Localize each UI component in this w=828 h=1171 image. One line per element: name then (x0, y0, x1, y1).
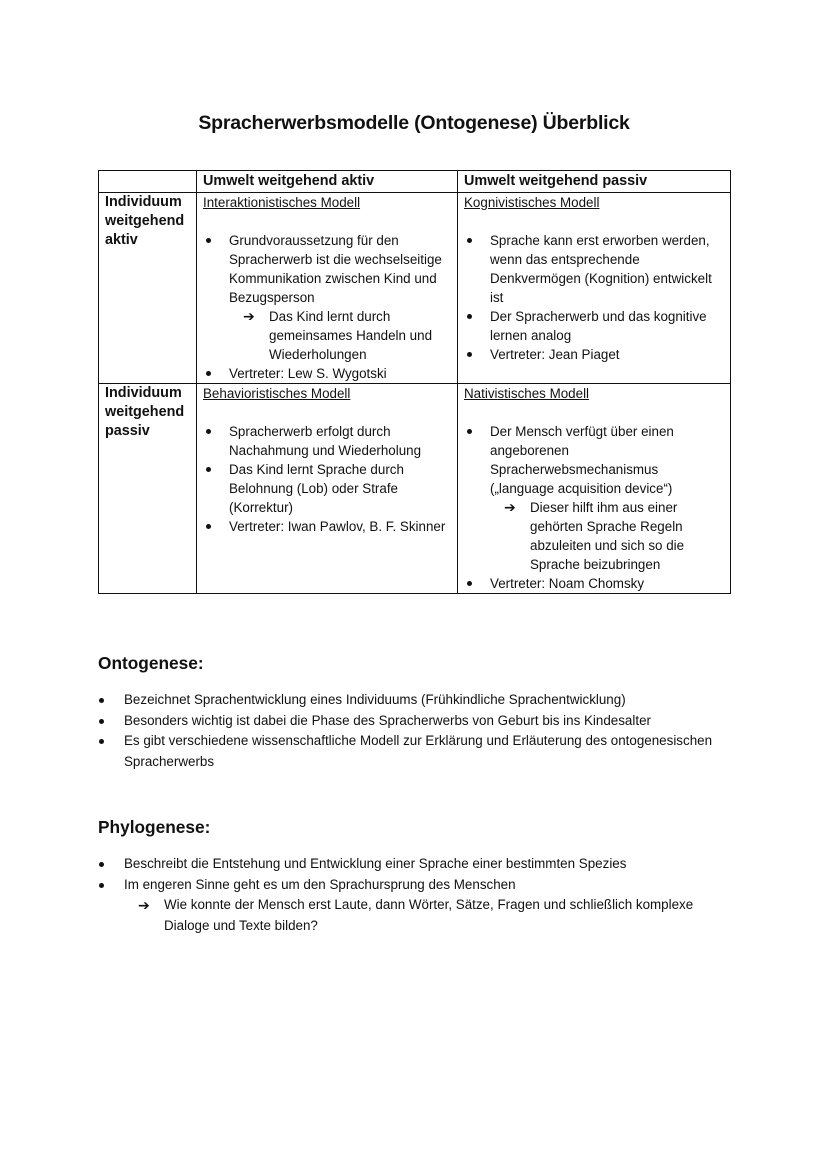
row-header-individuum-passiv: Individuum weitgehend passiv (99, 384, 197, 594)
cell-nativistisches-modell (458, 384, 731, 594)
list-item: Grundvoraussetzung für den Spracherwerb ist die wechselseitige Kommunikation zwischen Kind und Bezugsperson ➔ Das Kind lernt durch gemeinsames Handeln und Wiederholungen (203, 231, 451, 364)
list-item: Im engeren Sinne geht es um den Sprachursprung des Menschen ➔ Wie konnte der Mensch erst Laute, dann Wörter, Sätze, Fragen und schließlich komplexe Dialoge und Texte bilden? (98, 875, 738, 937)
arrow-right-icon: ➔ (138, 897, 150, 913)
header-empty (99, 171, 197, 193)
list-item: Der Spracherwerb und das kognitive lernen analog (464, 307, 724, 345)
list-item: Besonders wichtig ist dabei die Phase des Spracherwerbs von Geburt bis ins Kindesalter (98, 711, 738, 732)
table-row (99, 193, 731, 384)
list-item: Spracherwerb erfolgt durch Nachahmung und Wiederholung (203, 422, 451, 460)
model-title: Kognivistisches Modell (464, 195, 600, 210)
cell-interaktionistisches-modell (197, 193, 458, 384)
arrow-right-icon: ➔ (243, 308, 255, 324)
list-item: Beschreibt die Entstehung und Entwicklung einer Sprache einer bestimmten Spezies (98, 854, 738, 875)
list-item: Vertreter: Iwan Pawlov, B. F. Skinner (203, 517, 451, 536)
arrow-item: ➔ Das Kind lernt durch gemeinsames Handeln und Wiederholungen (243, 308, 433, 362)
cell-kognivistisches-modell (458, 193, 731, 384)
arrow-item: ➔ Wie konnte der Mensch erst Laute, dann Wörter, Sätze, Fragen und schließlich komplexe Dialoge und Texte bilden? (138, 897, 694, 933)
row-header-individuum-aktiv: Individuum weitgehend aktiv (99, 193, 197, 384)
page-title: Spracherwerbsmodelle (Ontogenese) Überblick (198, 112, 630, 135)
section-heading: Phylogenese: (98, 817, 211, 837)
table-header-row (99, 171, 731, 193)
section-phylogenese (98, 817, 738, 936)
list-item: Vertreter: Noam Chomsky (464, 574, 724, 593)
list-item: Das Kind lernt Sprache durch Belohnung (Lob) oder Strafe (Korrektur) (203, 460, 451, 517)
section-ontogenese (98, 653, 738, 772)
arrow-right-icon: ➔ (504, 499, 516, 515)
list-item: Sprache kann erst erworben werden, wenn das entsprechende Denkvermögen (Kognition) entwickelt ist (464, 231, 724, 307)
arrow-item: ➔ Dieser hilft ihm aus einer gehörten Sprache Regeln abzuleiten und sich so die Sprache beizubringen (504, 499, 685, 572)
list-item: Es gibt verschiedene wissenschaftliche Modell zur Erklärung und Erläuterung des ontogenesischen Spracherwerbs (98, 731, 738, 772)
list-item: Bezeichnet Sprachentwicklung eines Individuums (Frühkindliche Sprachentwicklung) (98, 690, 738, 711)
list-item: Der Mensch verfügt über einen angeborenen Spracherwebsmechanismus („language acquisition device“) ➔ Dieser hilft ihm aus einer gehörten Sprache Regeln abzuleiten und sich so die Sprache beizubringen (464, 422, 724, 574)
model-title: Behavioristisches Modell (203, 386, 351, 401)
models-table (98, 170, 731, 594)
table-row (99, 384, 731, 594)
header-umwelt-passiv: Umwelt weitgehend passiv (458, 171, 731, 193)
model-title: Nativistisches Modell (464, 386, 590, 401)
list-item: Vertreter: Lew S. Wygotski (203, 364, 451, 383)
list-item: Vertreter: Jean Piaget (464, 345, 724, 364)
section-heading: Ontogenese: (98, 653, 204, 673)
cell-behavioristisches-modell (197, 384, 458, 594)
model-title: Interaktionistisches Modell (203, 195, 361, 210)
header-umwelt-aktiv: Umwelt weitgehend aktiv (197, 171, 458, 193)
